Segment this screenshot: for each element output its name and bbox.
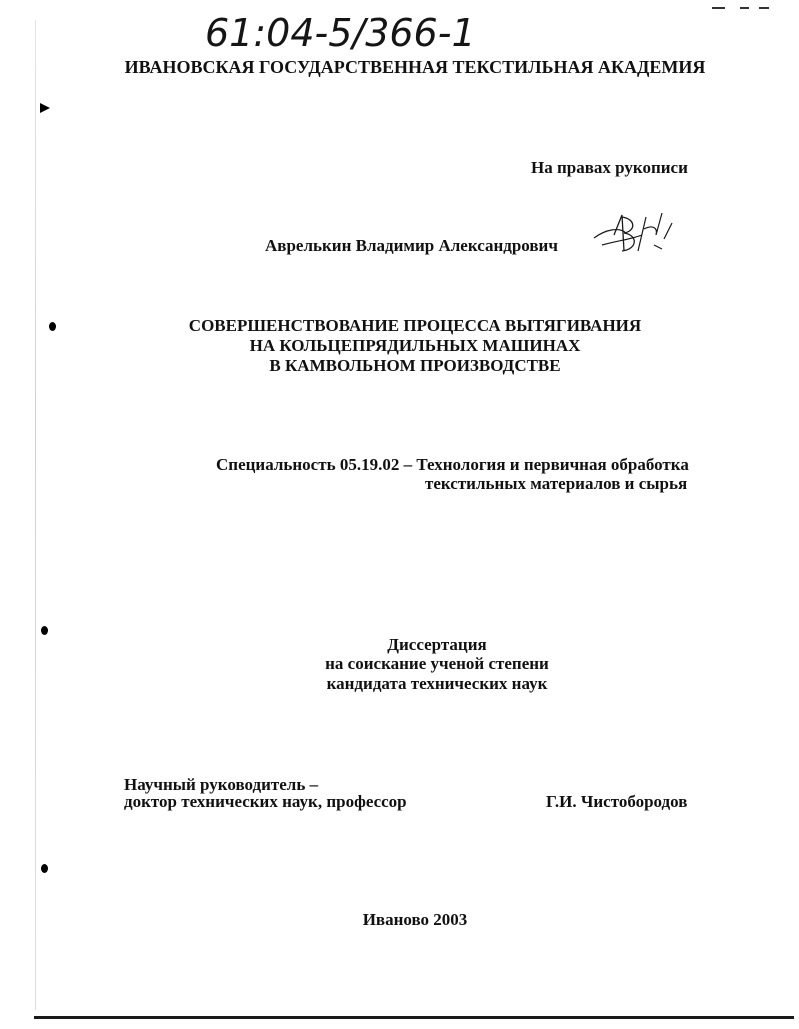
title-line: В КАМВОЛЬНОМ ПРОИЗВОДСТВЕ [269, 356, 561, 375]
scan-binding-mark [40, 103, 50, 113]
author-name: Аврелькин Владимир Александрович [265, 236, 558, 255]
scan-bottom-edge [34, 1016, 794, 1019]
scan-left-edge [35, 20, 36, 1010]
degree-line: на соискание ученой степени [325, 654, 549, 673]
title-line: НА КОЛЬЦЕПРЯДИЛЬНЫХ МАШИНАХ [249, 336, 581, 355]
specialty-line: текстильных материалов и сырья [425, 474, 688, 493]
institution-name: ИВАНОВСКАЯ ГОСУДАРСТВЕННАЯ ТЕКСТИЛЬНАЯ АКАДЕМИЯ [124, 57, 706, 77]
scan-mark-dash [740, 7, 749, 9]
supervisor-name: Г.И. Чистобородов [546, 792, 688, 811]
archive-code-text: 61:04-5/366-1 [205, 11, 476, 55]
specialty-line: Специальность 05.19.02 – Технология и первичная обработка [216, 455, 689, 474]
scan-mark-dash [759, 7, 769, 9]
scan-mark-dash [712, 7, 725, 9]
binding-hole-dot [49, 322, 56, 331]
supervisor-degree: доктор технических наук, профессор [124, 792, 407, 811]
binding-hole-dot [41, 626, 48, 635]
dissertation-label: Диссертация [387, 635, 487, 654]
place-year: Иваново 2003 [362, 910, 468, 929]
binding-hole-dot [41, 864, 48, 873]
author-signature [592, 205, 678, 261]
degree-line: кандидата технических наук [326, 674, 548, 693]
rights-note: На правах рукописи [531, 158, 688, 177]
supervisor-role: Научный руководитель – [124, 775, 319, 794]
archive-code-handwritten [205, 6, 505, 58]
title-line: СОВЕРШЕНСТВОВАНИЕ ПРОЦЕССА ВЫТЯГИВАНИЯ [188, 316, 642, 335]
